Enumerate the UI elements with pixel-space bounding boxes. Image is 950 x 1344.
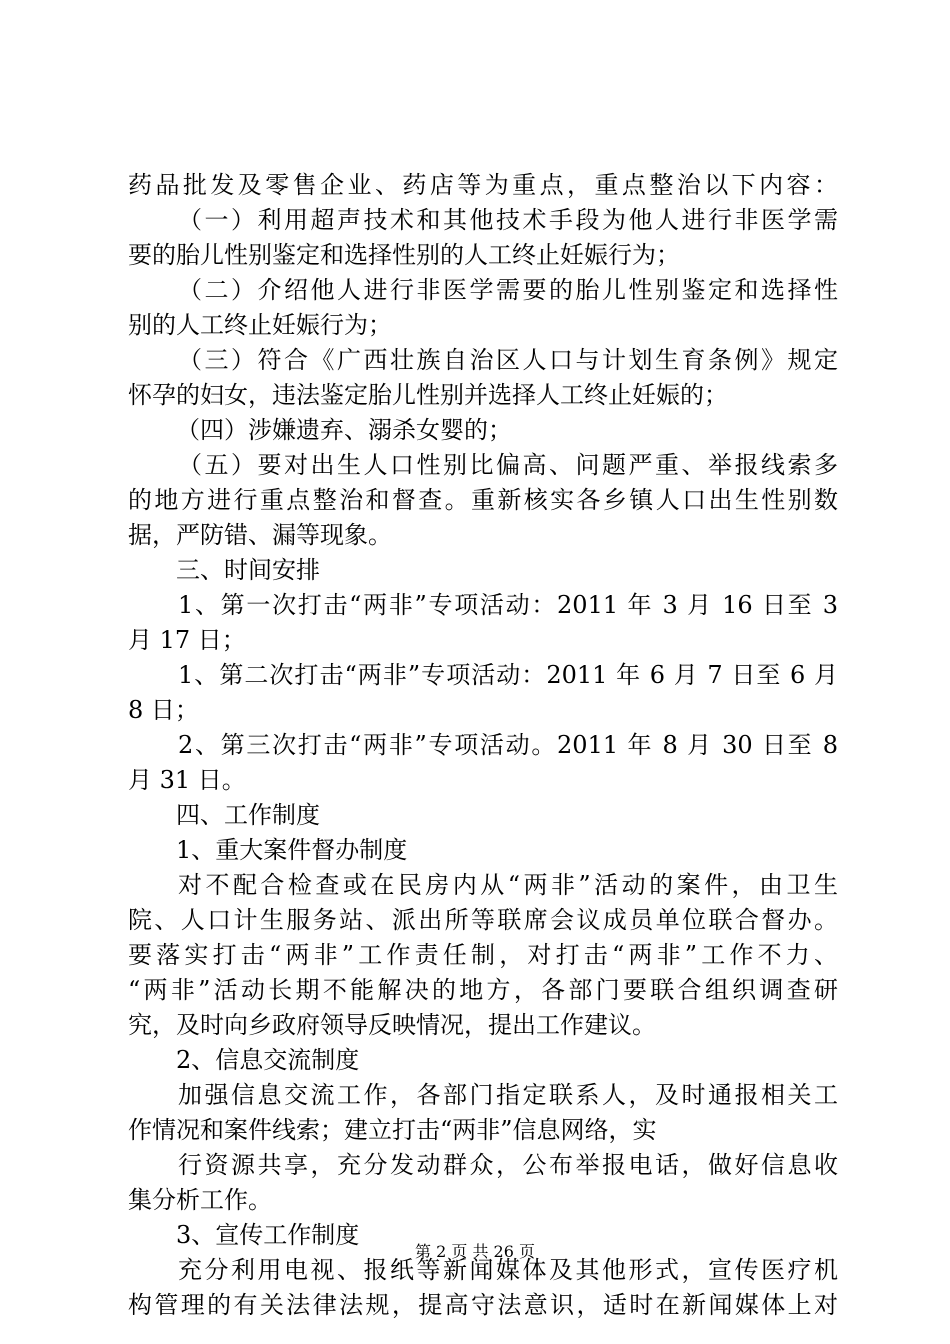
section-heading: 四、工作制度	[176, 801, 320, 829]
text-line: 加强信息交流工作，各部门指定联系人，及时通报相关工	[178, 1081, 838, 1109]
text-line: 作情况和案件线索；建立打击“两非”信息网络，实	[128, 1116, 657, 1144]
text-line: 月 31 日。	[128, 766, 246, 794]
section-heading: 三、时间安排	[176, 556, 320, 584]
text-line: 行资源共享，充分发动群众，公布举报电话，做好信息收	[178, 1151, 838, 1179]
text-line: 的地方进行重点整治和督查。重新核实各乡镇人口出生性别数	[128, 486, 838, 514]
text-line: （五）要对出生人口性别比偏高、问题严重、举报线索多	[178, 451, 838, 479]
text-line: （二）介绍他人进行非医学需要的胎儿性别鉴定和选择性	[178, 276, 838, 304]
text-line: （一）利用超声技术和其他技术手段为他人进行非医学需	[178, 206, 838, 234]
text-line: 构管理的有关法律法规，提高守法意识，适时在新闻媒体上对	[128, 1291, 838, 1319]
text-line: 充分利用电视、报纸等新闻媒体及其他形式，宣传医疗机	[178, 1256, 838, 1284]
text-line: “两非”活动长期不能解决的地方，各部门要联合组织调查研	[128, 976, 838, 1004]
text-line: 要的胎儿性别鉴定和选择性别的人工终止妊娠行为；	[128, 241, 680, 269]
text-line: （四）涉嫌遗弃、溺杀女婴的；	[176, 416, 512, 444]
subsection-heading: 2、信息交流制度	[176, 1046, 360, 1074]
text-line: 怀孕的妇女，违法鉴定胎儿性别并选择人工终止妊娠的；	[128, 381, 728, 409]
document-body	[128, 168, 838, 1323]
text-line: 药品批发及零售企业、药店等为重点，重点整治以下内容：	[128, 171, 838, 199]
text-line: 2、第三次打击“两非”专项活动。2011 年 8 月 30 日至 8	[178, 731, 838, 759]
text-line: 院、人口计生服务站、派出所等联席会议成员单位联合督办。	[128, 906, 838, 934]
subsection-heading: 1、重大案件督办制度	[176, 836, 408, 864]
text-line: （三）符合《广西壮族自治区人口与计划生育条例》规定	[178, 346, 838, 374]
text-line: 集分析工作。	[128, 1186, 272, 1214]
text-line: 1、第一次打击“两非”专项活动：2011 年 3 月 16 日至 3	[178, 591, 838, 619]
page-footer	[0, 1242, 950, 1262]
text-line: 要落实打击“两非”工作责任制，对打击“两非”工作不力、	[128, 941, 838, 969]
text-line: 8 日；	[128, 696, 199, 724]
subsection-heading: 3、宣传工作制度	[176, 1221, 360, 1249]
text-line: 别的人工终止妊娠行为；	[128, 311, 392, 339]
text-line: 月 17 日；	[128, 626, 246, 654]
text-line: 对不配合检查或在民房内从“两非”活动的案件，由卫生	[178, 871, 838, 899]
text-line: 1、第二次打击“两非”专项活动：2011 年 6 月 7 日至 6 月	[178, 661, 838, 689]
page-number: 第 2 页 共 26 页	[415, 1242, 535, 1261]
text-line: 据，严防错、漏等现象。	[128, 521, 392, 549]
text-line: 究，及时向乡政府领导反映情况，提出工作建议。	[128, 1011, 656, 1039]
